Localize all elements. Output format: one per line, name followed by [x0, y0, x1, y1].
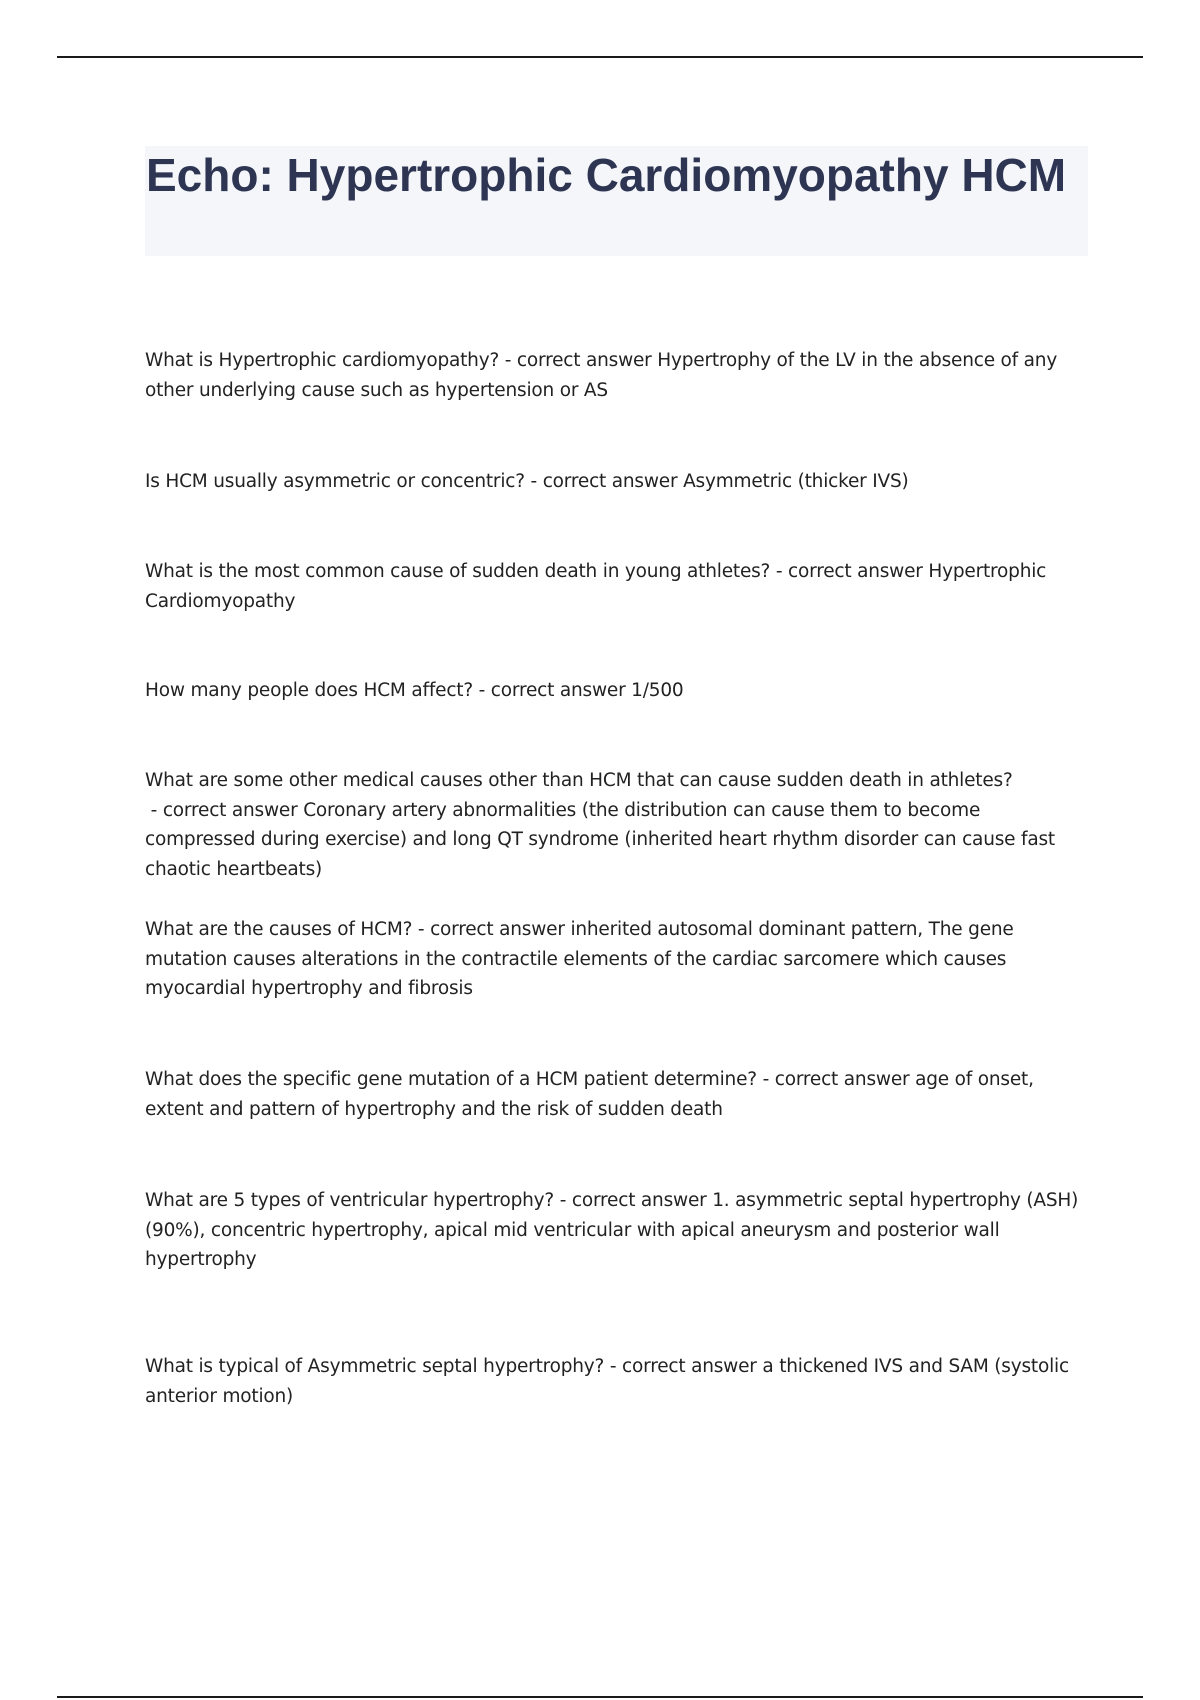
page-title: Echo: Hypertrophic Cardiomyopathy HCM [146, 149, 1067, 201]
answer: age of onset, extent and pattern of hypertrophy and the risk of sudden death [145, 1069, 1034, 1120]
qa-item-8 [145, 1186, 1095, 1275]
answer-separator: - correct answer [499, 350, 658, 371]
answer-separator: - correct answer [756, 1069, 916, 1090]
title-banner [145, 146, 1088, 256]
bottom-divider [57, 1696, 1143, 1698]
answer-separator: - correct answer [554, 1190, 713, 1211]
qa-item-3 [145, 557, 1095, 616]
answer-separator: - correct answer [412, 919, 571, 940]
question: What is typical of Asymmetric septal hypertrophy? [145, 1356, 605, 1377]
question: Is HCM usually asymmetric or concentric? [145, 471, 525, 492]
qa-item-5 [145, 766, 1095, 884]
answer-separator: - correct answer [604, 1356, 763, 1377]
qa-item-9 [145, 1352, 1095, 1411]
question: What are the causes of HCM? [145, 919, 413, 940]
answer-separator: - correct answer [524, 471, 684, 492]
answer: inherited autosomal dominant pattern, The gene mutation causes alterations in the contractile elements of the cardiac sarcomere which causes myocardial hypertrophy and fibrosis [145, 919, 1014, 999]
answer: Hypertrophy of the LV in the absence of any other underlying cause such as hypertension or AS [145, 350, 1058, 401]
answer: a thickened IVS and SAM (systolic anterior motion) [145, 1356, 1069, 1407]
question: What does the specific gene mutation of a HCM patient determine? [145, 1069, 757, 1090]
question: What is the most common cause of sudden death in young athletes? [145, 561, 771, 582]
question: How many people does HCM affect? [145, 680, 473, 701]
qa-item-2 [145, 467, 1095, 497]
answer: 1/500 [631, 680, 684, 701]
qa-item-1 [145, 346, 1095, 405]
answer-separator: - correct answer [145, 799, 304, 821]
answer-separator: - correct answer [770, 561, 929, 582]
answer: Asymmetric (thicker IVS) [683, 471, 909, 492]
top-divider [57, 56, 1143, 58]
question: What are 5 types of ventricular hypertrophy? [145, 1190, 555, 1211]
question: What are some other medical causes other than HCM that can cause sudden death in athletes? [145, 770, 1013, 791]
qa-item-6 [145, 915, 1095, 1004]
question: What is Hypertrophic cardiomyopathy? [145, 350, 500, 371]
answer: Coronary artery abnormalities (the distribution can cause them to become compressed during exercise) and long QT syndrome (inherited heart rhythm disorder can cause fast chaotic heartbeats) [145, 799, 1055, 880]
answer-separator: - correct answer [472, 680, 632, 701]
answer: Hypertrophic Cardiomyopathy [145, 561, 1047, 612]
answer: 1. asymmetric septal hypertrophy (ASH) (90%), concentric hypertrophy, apical mid ventricular with apical aneurysm and posterior wall hypertrophy [145, 1190, 1079, 1270]
qa-item-7 [145, 1065, 1095, 1124]
qa-item-4 [145, 676, 1095, 706]
